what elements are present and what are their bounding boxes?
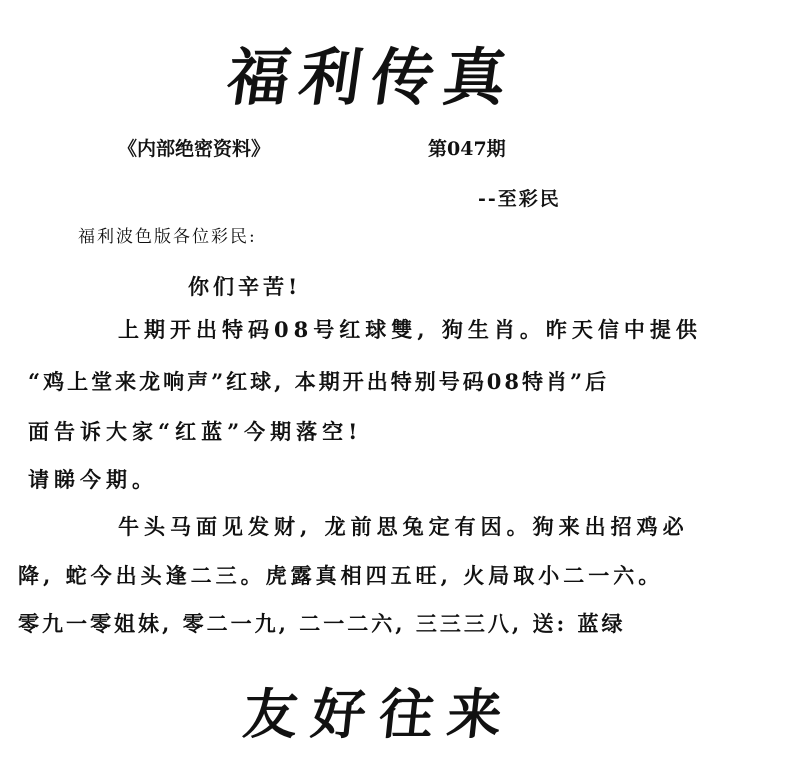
body-line-3: 面告诉大家“红蓝”今期落空! bbox=[28, 419, 363, 444]
greeting: 你们辛苦! bbox=[188, 274, 302, 299]
body-line-6: 降, 蛇今出头逢二三。虎露真相四五旺, 火局取小二一六。 bbox=[18, 563, 664, 588]
body-line-2: “鸡上堂来龙响声”红球, 本期开出特别号码08特肖”后 bbox=[28, 369, 610, 394]
footer-title: 友好往来 bbox=[240, 682, 519, 746]
salutation: 福利波色版各位彩民: bbox=[78, 227, 257, 247]
body-line-4: 请睇今期。 bbox=[28, 467, 158, 492]
issue-number: 第047期 bbox=[428, 138, 506, 160]
body-line-7: 零九一零姐妹, 零二一九, 二一二六, 三三三八, 送: 蓝绿 bbox=[18, 611, 626, 636]
source-label: 《内部绝密资料》 bbox=[118, 138, 271, 160]
page-title: 福利传真 bbox=[222, 41, 521, 114]
body-line-5: 牛头马面见发财, 龙前思兔定有因。狗来出招鸡必 bbox=[118, 514, 689, 539]
signature-line: --至彩民 bbox=[478, 188, 561, 210]
body-line-1: 上期开出特码08号红球雙, 狗生肖。昨天信中提供 bbox=[118, 317, 702, 342]
